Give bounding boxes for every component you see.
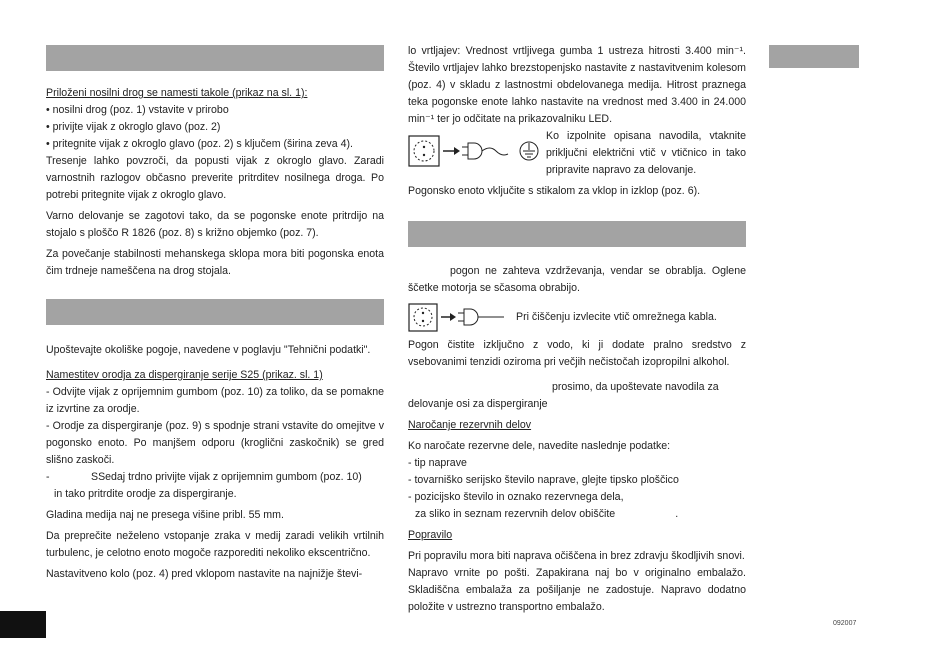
paragraph: Pri čiščenju izvlecite vtič omrežnega kabla.: [516, 311, 717, 323]
paragraph: Za povečanje stabilnosti mehanskega sklopa mora biti pogonska enota čim trdneje nameščena na drog stojala.: [46, 248, 384, 277]
dash-item: - pozicijsko število in oznako rezervnega dela,: [408, 491, 624, 503]
paragraph: Nastavitveno kolo (poz. 4) pred vklopom nastavite na najnižje števi-: [46, 568, 363, 580]
paragraph: Ko izpolnite opisana navodila, vtaknite priključni električni vtič v vtičnico in tako pripravite napravo za delovanje.: [546, 130, 746, 176]
paragraph: delovanje osi za dispergiranje: [408, 398, 548, 410]
unplug-instruction: [408, 303, 746, 333]
dash-item: - Odvijte vijak z oprijemnim gumbom (poz. 10) za toliko, da se pomakne iz izvrtine za orodje.: [46, 386, 384, 415]
paragraph: Pogon čistite izključno z vodo, ki ji dodate pralno sredstvo z vsebovanimi tenzidi oziroma pri večjih nečistočah izopropilni alkohol.: [408, 339, 746, 368]
plug-socket-earth-icon: [408, 130, 544, 174]
bullet-item: • privijte vijak z okroglo glavo (poz. 2): [46, 121, 221, 133]
dash-item: [46, 469, 384, 486]
dash-item: - Orodje za dispergiranje (poz. 9) s spodnje strani vstavite do omejitve v pogonsko enoto. Po manjšem odporu (kroglični zaskočnik) se gred slišno zaskoči.: [46, 420, 384, 466]
intro-text: Priloženi nosilni drog se namesti takole (prikaz na sl. 1):: [46, 87, 308, 99]
dash-item-continued: in tako pritrdite orodje za dispergiranje.: [54, 488, 237, 500]
document-code: 092007: [833, 620, 857, 627]
section-header-bar-3: [408, 221, 746, 247]
paragraph: Gladina medija naj ne presega višine pribl. 55 mm.: [46, 509, 284, 521]
heading-repair: Popravilo: [408, 529, 453, 541]
paragraph: Ko naročate rezervne dele, navedite naslednje podatke:: [408, 440, 671, 452]
unplug-icon: [408, 303, 506, 333]
paragraph: Pri popravilu mora biti naprava očiščena in brez zdravju škodljivih snovi.: [408, 550, 745, 562]
dash-item: - tovarniško serijsko število naprave, glejte tipsko ploščico: [408, 474, 679, 486]
subheading: Namestitev orodja za dispergiranje serije S25 (prikaz. sl. 1): [46, 369, 323, 381]
paragraph: pogon ne zahteva vzdrževanja, vendar se obrablja. Oglene ščetke motorja se sčasoma obrabijo.: [408, 265, 746, 294]
plug-instruction: [408, 128, 746, 179]
paragraph: Upoštevajte okoliške pogoje, navedene v poglavju "Tehnični podatki".: [46, 344, 371, 356]
paragraph: Tresenje lahko povzroči, da popusti vijak z okroglo glavo. Zaradi varnostnih razlogov občasno preverite pritrditev nosilnega droga. Po potrebi pritegnite vijak z okroglo glavo.: [46, 155, 384, 201]
dash-item: - tip naprave: [408, 457, 467, 469]
section-header-bar-1: [46, 45, 384, 71]
paragraph: Varno delovanje se zagotovi tako, da se pogonske enote pritrdijo na stojalo s ploščo R 1826 (poz. 8) s križno objemko (poz. 7).: [46, 210, 384, 239]
paragraph: Pogonsko enoto vključite s stikalom za vklop in izklop (poz. 6).: [408, 185, 701, 197]
left-column-bottom: [46, 342, 384, 583]
bullet-item: • pritegnite vijak z okroglo glavo (poz. 2) s ključem (širina zeva 4).: [46, 138, 353, 150]
bullet-item: • nosilni drog (poz. 1) vstavite v prirobo: [46, 104, 229, 116]
page-number-box: [0, 611, 46, 638]
paragraph: prosimo, da upoštevate navodila za: [552, 381, 719, 393]
paragraph: Napravo vrnite po pošti. Zapakirana naj bo v originalno embalažo. Skladiščna embalaža za pošiljanje ne zadostuje. Napravo dodatno položite v ustrezno transportno embalažo.: [408, 567, 746, 613]
right-column-top: [408, 43, 746, 200]
trailing-period: .: [675, 508, 679, 520]
left-column-top: [46, 85, 384, 280]
dash-mark: -: [46, 471, 50, 483]
section-header-bar-4: [769, 45, 859, 68]
dash-text: za sliko in seznam rezervnih delov obiščite: [415, 508, 616, 520]
paragraph: Da preprečite neželeno vstopanje zraka v medij zaradi velikih vrtilnih turbulenc, je celotno enoto mogoče razporediti nekoliko ekscentrično.: [46, 530, 384, 559]
dash-text: SSedaj trdno privijte vijak z oprijemnim gumbom (poz. 10): [91, 471, 362, 483]
dash-item-continued: [408, 506, 746, 523]
paragraph: lo vrtljajev: Vrednost vrtljivega gumba 1 ustreza hitrosti 3.400 min⁻¹. Število vrtljajev lahko brezstopenjsko nastavite z nastavitvenim kolesom (poz. 4) v skladu z lastnostmi obdelovanega medija. Hitrost praznega teka pogonske enote lahko nastavite na vrednost med 3.400 in 24.000 min⁻¹ ter jo odčitate na prikazovalniku LED.: [408, 45, 746, 125]
section-header-bar-2: [46, 299, 384, 325]
right-column-bottom: [408, 263, 746, 616]
heading-spare-parts: Naročanje rezervnih delov: [408, 419, 532, 431]
